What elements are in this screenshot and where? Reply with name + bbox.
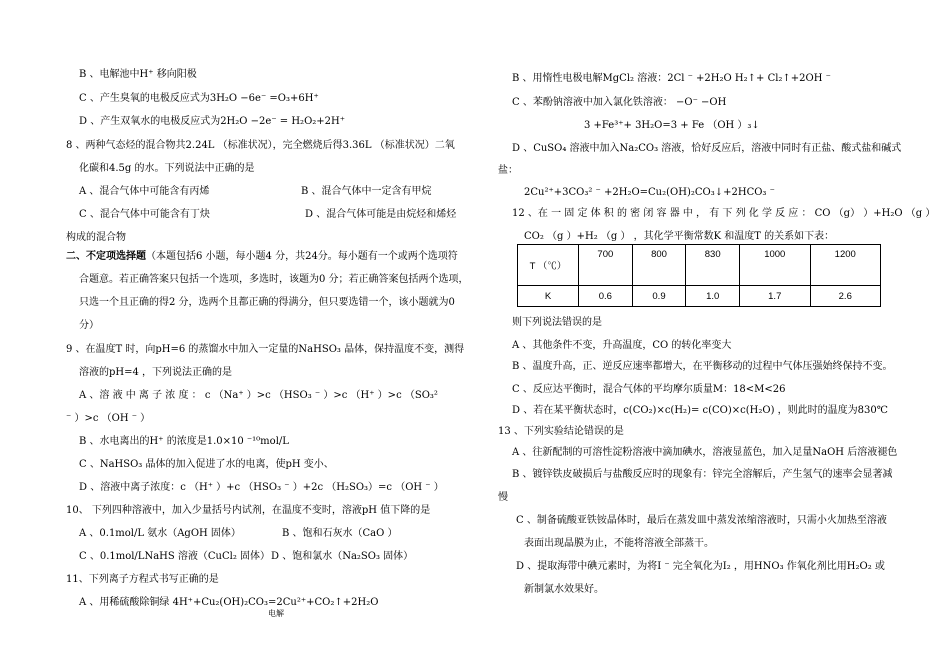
line-text: D 、若在某平衡状态时，c(CO₂)×c(H₂)= c(CO)×c(H₂O) ，则此时的温度为830℃ bbox=[512, 405, 888, 416]
right-text-line bbox=[512, 404, 888, 418]
line-text: A 、0.1mol/L 氨水（AgOH 固体） bbox=[79, 528, 241, 539]
line-text: C 、NaHSO₃ 晶体的加入促进了水的电离，使pH 变小、 bbox=[79, 459, 334, 470]
left-text-line bbox=[79, 366, 232, 380]
line-text: （本题包括6 小题，每小题4 分，共24分。每小题有一个或两个选项符 bbox=[146, 251, 458, 262]
line-text: 化碳和4.5g 的水。下列说法中正确的是 bbox=[79, 163, 255, 174]
left-text-line bbox=[79, 68, 197, 82]
left-text-line bbox=[66, 573, 219, 587]
line-text: CO₂ （g ）+H₂ （g ） ，其化学平衡常数K 和温度T 的关系如下表： bbox=[524, 231, 835, 242]
line-text: D 、混合气体可能是由烷烃和烯烃 bbox=[305, 209, 457, 220]
line-text: 构成的混合物 bbox=[66, 232, 126, 243]
right-text-line bbox=[512, 142, 901, 156]
table-cell: 0.6 bbox=[579, 286, 633, 307]
right-text-line bbox=[584, 119, 760, 133]
table-header-cell: 1200 bbox=[810, 245, 881, 286]
table-cell: 1.7 bbox=[740, 286, 810, 307]
table-cell: K bbox=[518, 286, 579, 307]
line-text: C 、苯酚钠溶液中加入氯化铁溶液： −O⁻ −OH bbox=[512, 97, 727, 108]
section-heading: 二、不定项选择题 bbox=[66, 251, 146, 262]
right-text-line bbox=[524, 583, 604, 597]
right-text-line bbox=[512, 446, 897, 460]
line-text: D 、提取海带中碘元素时，为将I ⁻ 完全氧化为I₂ ，用HNO₃ 作氧化剂比用H₂O₂ 或 bbox=[516, 561, 885, 572]
line-text: 分） bbox=[79, 320, 99, 331]
left-text-line bbox=[305, 208, 456, 222]
line-text: 表面出现晶膜为止，不能将溶液全部蒸干。 bbox=[524, 538, 714, 549]
line-text: 则下列说法错误的是 bbox=[512, 317, 602, 328]
line-text: 慢 bbox=[498, 492, 508, 503]
table-cell: 2.6 bbox=[810, 286, 881, 307]
line-text: D 、饱和氯水（Na₂SO₃ 固体） bbox=[271, 551, 414, 562]
right-text-line bbox=[512, 339, 731, 353]
left-text-line bbox=[271, 550, 413, 564]
line-text: 盐： bbox=[498, 165, 518, 176]
table-header-cell: 1000 bbox=[740, 245, 810, 286]
line-text: B 、水电离出的H⁺ 的浓度是1.0×10 ⁻¹⁰mol/L bbox=[79, 436, 289, 447]
table-row bbox=[518, 286, 881, 307]
line-text: 2Cu²⁺+3CO₃² ⁻ +2H₂O=Cu₂(OH)₂CO₃↓+2HCO₃ ⁻ bbox=[524, 187, 775, 198]
right-text-line bbox=[498, 491, 508, 505]
line-text: 只选一个且正确的得2 分，选两个且都正确的得满分，但只要选错一个，该小题就为0 bbox=[79, 297, 455, 308]
right-text-line bbox=[512, 383, 786, 397]
line-text: B 、温度升高，正、逆反应速率都增大，在平衡移动的过程中气体压强始终保持不变。 bbox=[512, 361, 893, 372]
line-text: B 、饱和石灰水（CaO ） bbox=[282, 528, 398, 539]
left-text-line bbox=[282, 527, 398, 541]
right-text-line bbox=[516, 514, 887, 528]
line-text: C 、制备硫酸亚铁铵晶体时，最后在蒸发皿中蒸发浓缩溶液时，只需小火加热至溶液 bbox=[516, 515, 887, 526]
left-text-line bbox=[79, 92, 319, 106]
right-text-line bbox=[512, 468, 893, 482]
table-cell: 0.9 bbox=[632, 286, 686, 307]
line-text: C 、混合气体中可能含有丁炔 bbox=[79, 209, 210, 220]
line-text: A 、往新配制的可溶性淀粉溶液中滴加碘水，溶液显蓝色，加入足量NaOH 后溶液褪色 bbox=[512, 447, 898, 458]
left-text-line bbox=[301, 185, 432, 199]
line-text: D 、CuSO₄ 溶液中加入Na₂CO₃ 溶液，恰好反应后，溶液中同时有正盐、酸式盐和碱式 bbox=[512, 143, 902, 154]
line-text: 9 、在温度T 时，向pH=6 的蒸馏水中加入一定量的NaHSO₃ 晶体，保持温度不变，测得 bbox=[66, 344, 465, 355]
line-text: 溶液的pH=4 ，下列说法正确的是 bbox=[79, 367, 233, 378]
right-text-line bbox=[524, 537, 714, 551]
line-text: C 、产生臭氧的电极反应式为3H₂O −6e⁻ =O₃+6H⁺ bbox=[79, 93, 319, 104]
left-text-line bbox=[79, 481, 444, 495]
line-text: 3 +Fe³⁺+ 3H₂O=3 + Fe （OH ）₃↓ bbox=[584, 120, 760, 131]
line-text: A 、混合气体中可能含有丙烯 bbox=[79, 186, 210, 197]
left-text-line bbox=[79, 596, 378, 610]
table-header-cell: 800 bbox=[632, 245, 686, 286]
left-text-line bbox=[66, 139, 455, 153]
line-text: B 、混合气体中一定含有甲烷 bbox=[301, 186, 432, 197]
line-text: C 、反应达平衡时，混合气体的平均摩尔质量M：18<M<26 bbox=[512, 384, 786, 395]
left-text-line bbox=[268, 607, 284, 621]
left-text-line bbox=[66, 412, 150, 426]
table-header-cell: T （℃） bbox=[518, 245, 579, 286]
line-text: B 、镀锌铁皮破损后与盐酸反应时的现象有：锌完全溶解后，产生氢气的速率会显著减 bbox=[512, 469, 893, 480]
line-text: 电解 bbox=[268, 609, 284, 618]
left-text-line bbox=[66, 231, 126, 245]
left-text-line bbox=[79, 435, 289, 449]
line-text: D 、产生双氧水的电极反应式为2H₂O −2e⁻ = H₂O₂+2H⁺ bbox=[79, 116, 346, 127]
left-text-line bbox=[79, 115, 345, 129]
line-text: ⁻ ）>c （OH ⁻ ） bbox=[66, 413, 151, 424]
left-text-line bbox=[79, 550, 270, 564]
right-text-line bbox=[498, 164, 518, 178]
right-text-line bbox=[512, 72, 831, 86]
right-text-line bbox=[516, 560, 885, 574]
line-text: 合题意。若正确答案只包括一个选项，多选时，该题为0 分；若正确答案包括两个选项， bbox=[79, 274, 469, 285]
line-text: 10、 下列四种溶液中，加入少量括号内试剂，在温度不变时，溶液pH 值下降的是 bbox=[66, 505, 431, 516]
left-text-line bbox=[66, 250, 458, 264]
line-text: 13 、下列实验结论错误的是 bbox=[498, 426, 624, 437]
right-text-line bbox=[512, 207, 935, 221]
table-header-cell: 700 bbox=[579, 245, 633, 286]
left-text-line bbox=[79, 458, 334, 472]
line-text: 8 、两种气态烃的混合物共2.24L （标准状况），完全燃烧后得3.36L （标准状况）二氧 bbox=[66, 140, 455, 151]
left-text-line bbox=[79, 273, 469, 287]
line-text: 新制氯水效果好。 bbox=[524, 584, 604, 595]
line-text: 12 、在 一 固 定 体 积 的 密 闭 容 器 中 ， 有 下 列 化 学 反 应 ： CO （g） ）+H₂O （g ） bbox=[512, 208, 936, 219]
left-text-line bbox=[66, 504, 430, 518]
equilibrium-constant-table bbox=[517, 244, 881, 307]
left-text-line bbox=[79, 162, 254, 176]
right-text-line bbox=[524, 186, 775, 200]
right-text-line bbox=[512, 316, 602, 330]
right-text-line bbox=[512, 360, 893, 374]
left-text-line bbox=[79, 296, 455, 310]
left-text-line bbox=[79, 319, 99, 333]
line-text: A 、用稀硫酸除铜绿 4H⁺+Cu₂(OH)₂CO₃=2Cu²⁺+CO₂↑+2H₂O bbox=[79, 597, 379, 608]
line-text: A 、其他条件不变，升高温度，CO 的转化率变大 bbox=[512, 340, 732, 351]
left-text-line bbox=[79, 185, 209, 199]
line-text: B 、用惰性电极电解MgCl₂ 溶液：2Cl ⁻ +2H₂O H₂↑+ Cl₂↑+2OH ⁻ bbox=[512, 73, 831, 84]
left-text-line bbox=[79, 527, 241, 541]
left-text-line bbox=[66, 343, 464, 357]
right-text-line bbox=[498, 425, 624, 439]
line-text: B 、电解池中H⁺ 移向阳极 bbox=[79, 69, 197, 80]
line-text: C 、0.1mol/LNaHS 溶液（CuCl₂ 固体） bbox=[79, 551, 271, 562]
left-text-line bbox=[79, 208, 210, 222]
line-text: D 、溶液中离子浓度：c （H⁺ ）+c （HSO₃ ⁻ ）+2c （H₂SO₃）=c （OH ⁻ ） bbox=[79, 482, 444, 493]
right-text-line bbox=[524, 230, 834, 244]
line-text: 11、下列离子方程式书写正确的是 bbox=[66, 574, 219, 585]
right-text-line bbox=[512, 96, 726, 110]
line-text: A 、溶 液 中 离 子 浓 度 ： c （Na⁺ ）>c （HSO₃ ⁻ ）>c （H⁺ ）>c （SO₃² bbox=[79, 390, 438, 401]
table-cell: 1.0 bbox=[686, 286, 740, 307]
table-row bbox=[518, 245, 881, 286]
table-header-cell: 830 bbox=[686, 245, 740, 286]
left-text-line bbox=[79, 389, 438, 403]
